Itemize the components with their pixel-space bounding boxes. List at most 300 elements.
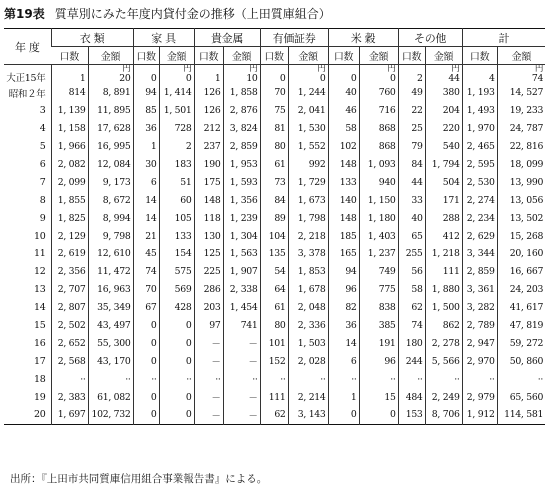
amount-cell: 2, 041 — [288, 102, 328, 120]
year-cell: 11 — [34, 248, 46, 260]
count-cell: 84 — [260, 191, 288, 209]
amount-cell — [425, 65, 462, 85]
count-cell: 180 — [398, 334, 425, 352]
amount-cell: 1, 858 — [223, 84, 260, 102]
count-cell: 0 — [328, 406, 359, 424]
count-cell: 1, 912 — [462, 406, 497, 424]
count-cell: 25 — [398, 120, 425, 138]
count-cell: 135 — [260, 245, 288, 263]
count-cell: 1 — [51, 65, 88, 85]
year-cell: 12 — [34, 266, 46, 278]
amount-cell: ·· — [359, 370, 398, 388]
amount-cell: 504 — [425, 173, 462, 191]
amount-cell: 1, 239 — [223, 209, 260, 227]
count-cell: 484 — [398, 388, 425, 406]
amount-cell: 35, 349 — [88, 299, 133, 317]
subheader-amount: 金額 — [359, 47, 398, 65]
table-row — [4, 227, 545, 245]
subheader-count: 口数 — [260, 47, 288, 65]
table-row — [4, 388, 545, 406]
count-cell: 153 — [398, 406, 425, 424]
year-cell: 17 — [34, 355, 46, 367]
amount-cell: 15 — [359, 388, 398, 406]
amount-cell: 1, 552 — [288, 138, 328, 156]
count-cell: 2, 502 — [51, 317, 88, 335]
table-row — [4, 334, 545, 352]
count-cell: 1, 158 — [51, 120, 88, 138]
table-row — [4, 299, 545, 317]
count-cell: 2, 859 — [462, 263, 497, 281]
amount-cell: 14, 527 — [497, 84, 545, 102]
count-cell: 3, 361 — [462, 281, 497, 299]
amount-cell: 868 — [359, 138, 398, 156]
count-cell: 0 — [133, 65, 159, 85]
count-cell: 2, 652 — [51, 334, 88, 352]
amount-cell: 1, 593 — [223, 173, 260, 191]
amount-cell: 0 — [159, 406, 194, 424]
subheader-count: 口数 — [462, 47, 497, 65]
amount-cell: 1, 150 — [359, 191, 398, 209]
count-cell: 14 — [328, 334, 359, 352]
amount-cell: 2, 338 — [223, 281, 260, 299]
count-cell: ·· — [133, 370, 159, 388]
amount-cell: 838 — [359, 299, 398, 317]
count-cell: 2, 356 — [51, 263, 88, 281]
count-cell: 148 — [194, 191, 223, 209]
count-cell: 2, 234 — [462, 209, 497, 227]
count-cell: 212 — [194, 120, 223, 138]
count-cell: 165 — [328, 245, 359, 263]
count-cell: 148 — [328, 156, 359, 174]
count-cell: 61 — [260, 299, 288, 317]
count-cell: 2, 568 — [51, 352, 88, 370]
count-cell: 1 — [133, 138, 159, 156]
count-cell: 203 — [194, 299, 223, 317]
amount-cell: 716 — [359, 102, 398, 120]
amount-cell: 1, 500 — [425, 299, 462, 317]
unit-label: 円 — [249, 64, 258, 74]
count-cell: 102 — [328, 138, 359, 156]
subheader-amount: 金額 — [497, 47, 545, 65]
amount-cell: 41, 617 — [497, 299, 545, 317]
header-row-subcolumns — [4, 47, 545, 65]
amount-value: 0 — [319, 73, 326, 84]
amount-cell: 1, 244 — [288, 84, 328, 102]
count-cell: 2, 530 — [462, 173, 497, 191]
amount-cell — [223, 65, 260, 85]
amount-cell: 102, 732 — [88, 406, 133, 424]
count-cell: 79 — [398, 138, 425, 156]
count-cell: 2, 099 — [51, 173, 88, 191]
subheader-amount: 金額 — [288, 47, 328, 65]
amount-cell: － — [223, 406, 260, 424]
count-cell: 2, 629 — [462, 227, 497, 245]
count-cell: 133 — [328, 173, 359, 191]
amount-cell: － — [223, 334, 260, 352]
count-cell: 36 — [328, 317, 359, 335]
count-cell: ·· — [260, 370, 288, 388]
count-cell: － — [194, 334, 223, 352]
amount-cell: 191 — [359, 334, 398, 352]
count-cell: 75 — [260, 102, 288, 120]
amount-cell: 1, 414 — [159, 84, 194, 102]
unit-label: 円 — [534, 64, 544, 74]
count-cell: 190 — [194, 156, 223, 174]
amount-cell: 60 — [159, 191, 194, 209]
year-cell: 5 — [39, 141, 46, 153]
count-cell: 84 — [398, 156, 425, 174]
count-cell: ·· — [328, 370, 359, 388]
year-cell: 9 — [39, 212, 46, 224]
table-row — [4, 352, 545, 370]
count-cell: 14 — [133, 209, 159, 227]
amount-cell: 59, 272 — [497, 334, 545, 352]
year-cell: 8 — [39, 194, 46, 206]
count-cell: 65 — [398, 227, 425, 245]
amount-cell: 11, 472 — [88, 263, 133, 281]
amount-cell: 24, 787 — [497, 120, 545, 138]
count-cell: 21 — [133, 227, 159, 245]
count-cell: 118 — [194, 209, 223, 227]
table-row — [4, 156, 545, 174]
category-header-rice: 米 穀 — [328, 29, 398, 47]
unit-label: 円 — [387, 64, 396, 74]
amount-cell — [159, 65, 194, 85]
count-cell: ·· — [462, 370, 497, 388]
count-cell: 1, 855 — [51, 191, 88, 209]
count-cell: 140 — [328, 191, 359, 209]
amount-cell: 1, 563 — [223, 245, 260, 263]
amount-cell: 133 — [159, 227, 194, 245]
source-note: 出所：『上田市共同質庫信用組合事業報告書』による。 — [10, 473, 268, 485]
count-cell: 30 — [133, 156, 159, 174]
count-cell: 152 — [260, 352, 288, 370]
amount-cell: 0 — [359, 406, 398, 424]
count-cell: 1 — [328, 388, 359, 406]
year-cell: 20 — [34, 409, 46, 421]
amount-cell — [359, 65, 398, 85]
amount-cell: 1, 503 — [288, 334, 328, 352]
table-title — [4, 4, 548, 24]
count-cell: 45 — [133, 245, 159, 263]
amount-cell: 760 — [359, 84, 398, 102]
count-cell: 80 — [260, 138, 288, 156]
amount-cell: 43, 170 — [88, 352, 133, 370]
amount-cell: 12, 610 — [88, 245, 133, 263]
amount-cell: 20, 160 — [497, 245, 545, 263]
amount-cell: 12, 084 — [88, 156, 133, 174]
count-cell: 74 — [133, 263, 159, 281]
count-cell: 54 — [260, 263, 288, 281]
amount-cell: 111 — [425, 263, 462, 281]
subheader-amount: 金額 — [223, 47, 260, 65]
amount-cell — [497, 65, 545, 85]
subheader-count: 口数 — [133, 47, 159, 65]
amount-cell: 16, 667 — [497, 263, 545, 281]
unit-label: 円 — [317, 64, 326, 74]
count-cell: 89 — [260, 209, 288, 227]
count-cell: 0 — [328, 65, 359, 85]
amount-cell: 50, 860 — [497, 352, 545, 370]
count-cell: 2, 707 — [51, 281, 88, 299]
year-cell: 7 — [39, 176, 46, 188]
table-row — [4, 65, 545, 85]
amount-cell: 1, 356 — [223, 191, 260, 209]
amount-cell: 171 — [425, 191, 462, 209]
category-header-total: 計 — [462, 29, 545, 47]
count-cell: 126 — [194, 84, 223, 102]
count-cell: 82 — [328, 299, 359, 317]
count-cell: 4 — [462, 65, 497, 85]
amount-cell — [88, 65, 133, 85]
count-cell: 185 — [328, 227, 359, 245]
amount-cell: 1, 530 — [288, 120, 328, 138]
table-row — [4, 370, 545, 388]
amount-cell: 2, 218 — [288, 227, 328, 245]
amount-cell: 0 — [159, 352, 194, 370]
amount-cell: 16, 963 — [88, 281, 133, 299]
amount-cell: 2, 048 — [288, 299, 328, 317]
count-cell: 2, 807 — [51, 299, 88, 317]
amount-cell: ·· — [497, 370, 545, 388]
count-cell: 44 — [398, 173, 425, 191]
count-cell: 62 — [398, 299, 425, 317]
amount-cell: 8, 706 — [425, 406, 462, 424]
count-cell: 125 — [194, 245, 223, 263]
count-cell: 0 — [133, 334, 159, 352]
amount-cell: ·· — [159, 370, 194, 388]
count-cell: 56 — [398, 263, 425, 281]
count-cell: 130 — [194, 227, 223, 245]
amount-cell: 204 — [425, 102, 462, 120]
table-row — [4, 245, 545, 263]
amount-cell: 154 — [159, 245, 194, 263]
table-row — [4, 102, 545, 120]
amount-cell: 940 — [359, 173, 398, 191]
count-cell: 14 — [133, 191, 159, 209]
count-cell: 94 — [328, 263, 359, 281]
count-cell: 64 — [260, 281, 288, 299]
amount-cell: 2, 859 — [223, 138, 260, 156]
count-cell: 96 — [328, 281, 359, 299]
count-cell: 61 — [260, 156, 288, 174]
amount-cell: ·· — [288, 370, 328, 388]
count-cell: 80 — [260, 317, 288, 335]
count-cell: － — [194, 388, 223, 406]
count-cell: 94 — [133, 84, 159, 102]
count-cell: 33 — [398, 191, 425, 209]
count-cell: 2, 789 — [462, 317, 497, 335]
table-number: 第19表 — [4, 7, 45, 21]
year-cell: 6 — [39, 159, 46, 170]
amount-cell: 1, 180 — [359, 209, 398, 227]
count-cell: 81 — [260, 120, 288, 138]
amount-value: 44 — [448, 73, 460, 84]
header-row-categories — [4, 29, 545, 47]
year-cell: 13 — [34, 284, 46, 296]
count-cell: 6 — [133, 173, 159, 191]
count-cell: 2, 129 — [51, 227, 88, 245]
amount-cell: 18, 099 — [497, 156, 545, 174]
count-cell: 49 — [398, 84, 425, 102]
amount-cell: 1, 093 — [359, 156, 398, 174]
amount-cell: 9, 173 — [88, 173, 133, 191]
amount-cell: 749 — [359, 263, 398, 281]
category-header-precious-metals: 貴金属 — [194, 29, 260, 47]
amount-cell: 569 — [159, 281, 194, 299]
table-row — [4, 317, 545, 335]
year-cell: 4 — [39, 123, 46, 135]
count-cell: 1, 966 — [51, 138, 88, 156]
amount-cell: 19, 233 — [497, 102, 545, 120]
subheader-count: 口数 — [51, 47, 88, 65]
amount-cell: 8, 994 — [88, 209, 133, 227]
table-row — [4, 84, 545, 102]
count-cell: 2, 274 — [462, 191, 497, 209]
count-cell: 62 — [260, 406, 288, 424]
count-cell: 1 — [194, 65, 223, 85]
count-cell: 3, 282 — [462, 299, 497, 317]
amount-cell: 428 — [159, 299, 194, 317]
count-cell: ·· — [194, 370, 223, 388]
count-cell: 148 — [328, 209, 359, 227]
count-cell: 46 — [328, 102, 359, 120]
amount-cell: ·· — [425, 370, 462, 388]
amount-cell: － — [223, 352, 260, 370]
amount-cell: 1, 907 — [223, 263, 260, 281]
count-cell: 2, 619 — [51, 245, 88, 263]
count-cell: 40 — [328, 84, 359, 102]
count-cell: 58 — [398, 281, 425, 299]
table-row — [4, 263, 545, 281]
year-cell: 19 — [34, 391, 46, 403]
amount-cell: 540 — [425, 138, 462, 156]
count-cell: 126 — [194, 102, 223, 120]
amount-cell: 1, 237 — [359, 245, 398, 263]
category-header-securities: 有価証券 — [260, 29, 328, 47]
amount-cell: 385 — [359, 317, 398, 335]
amount-cell: 380 — [425, 84, 462, 102]
count-cell: 0 — [133, 352, 159, 370]
table-row — [4, 173, 545, 191]
amount-cell: 1, 218 — [425, 245, 462, 263]
count-cell: 2 — [398, 65, 425, 85]
count-cell: 36 — [133, 120, 159, 138]
amount-cell: 1, 501 — [159, 102, 194, 120]
count-cell: 175 — [194, 173, 223, 191]
count-cell: 0 — [133, 388, 159, 406]
amount-cell: 1, 794 — [425, 156, 462, 174]
amount-cell: 11, 895 — [88, 102, 133, 120]
amount-cell: 0 — [159, 317, 194, 335]
table-row — [4, 138, 545, 156]
table-row — [4, 281, 545, 299]
count-cell: 2, 979 — [462, 388, 497, 406]
amount-cell: 15, 268 — [497, 227, 545, 245]
count-cell: － — [194, 406, 223, 424]
category-header-clothing: 衣 類 — [51, 29, 133, 47]
count-cell: 1, 139 — [51, 102, 88, 120]
count-cell: 814 — [51, 84, 88, 102]
amount-cell: 8, 891 — [88, 84, 133, 102]
amount-cell: 728 — [159, 120, 194, 138]
year-cell: 15 — [34, 320, 46, 332]
amount-cell: 13, 502 — [497, 209, 545, 227]
count-cell: 2, 595 — [462, 156, 497, 174]
count-cell: 67 — [133, 299, 159, 317]
amount-cell: 24, 203 — [497, 281, 545, 299]
count-cell: 286 — [194, 281, 223, 299]
amount-cell: 2, 249 — [425, 388, 462, 406]
count-cell: 58 — [328, 120, 359, 138]
year-cell: 昭和２年 — [8, 88, 46, 100]
amount-cell: 3, 378 — [288, 245, 328, 263]
count-cell: 237 — [194, 138, 223, 156]
year-cell: 10 — [34, 230, 46, 242]
unit-label: 円 — [183, 64, 192, 74]
subheader-count: 口数 — [194, 47, 223, 65]
table-caption: 質草別にみた年度内貸付金の推移（上田質庫組合） — [54, 7, 331, 21]
unit-label: 円 — [122, 64, 131, 74]
count-cell: 2, 082 — [51, 156, 88, 174]
amount-cell: 61, 082 — [88, 388, 133, 406]
table-row — [4, 209, 545, 227]
amount-cell: 17, 628 — [88, 120, 133, 138]
count-cell: － — [194, 352, 223, 370]
amount-cell: 2, 214 — [288, 388, 328, 406]
subheader-amount: 金額 — [159, 47, 194, 65]
amount-cell: 1, 729 — [288, 173, 328, 191]
amount-cell: 0 — [159, 388, 194, 406]
amount-cell: 1, 678 — [288, 281, 328, 299]
subheader-amount: 金額 — [425, 47, 462, 65]
year-header: 年 度 — [4, 29, 51, 65]
year-cell: 大正15年 — [6, 73, 46, 84]
count-cell: 22 — [398, 102, 425, 120]
count-cell: 0 — [260, 65, 288, 85]
count-cell: 3, 344 — [462, 245, 497, 263]
amount-cell: 1, 953 — [223, 156, 260, 174]
count-cell: 73 — [260, 173, 288, 191]
amount-cell: 47, 819 — [497, 317, 545, 335]
year-cell: 18 — [34, 373, 46, 385]
amount-cell: 1, 454 — [223, 299, 260, 317]
amount-cell: 1, 853 — [288, 263, 328, 281]
amount-cell: 2, 028 — [288, 352, 328, 370]
amount-cell: 16, 995 — [88, 138, 133, 156]
year-cell: 16 — [34, 337, 46, 349]
amount-cell: 1, 880 — [425, 281, 462, 299]
count-cell: 1, 193 — [462, 84, 497, 102]
count-cell: 70 — [133, 281, 159, 299]
amount-value: 0 — [389, 73, 396, 84]
count-cell: ·· — [398, 370, 425, 388]
category-header-other: その他 — [398, 29, 462, 47]
category-header-furniture: 家 具 — [133, 29, 194, 47]
count-cell: 70 — [260, 84, 288, 102]
amount-cell: 2, 278 — [425, 334, 462, 352]
amount-cell: 1, 304 — [223, 227, 260, 245]
amount-cell: 2, 336 — [288, 317, 328, 335]
count-cell: 1, 493 — [462, 102, 497, 120]
table-row — [4, 191, 545, 209]
count-cell: 40 — [398, 209, 425, 227]
loan-table — [4, 28, 545, 425]
amount-value: 20 — [119, 73, 131, 84]
count-cell: 2, 465 — [462, 138, 497, 156]
count-cell: 111 — [260, 388, 288, 406]
amount-cell: 3, 143 — [288, 406, 328, 424]
